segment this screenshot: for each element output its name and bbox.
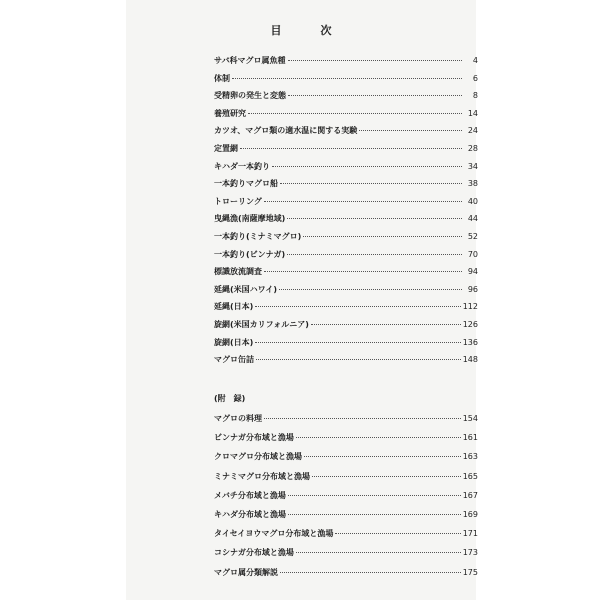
dot-leader	[248, 113, 462, 114]
dot-leader	[255, 306, 460, 307]
dot-leader	[296, 552, 461, 553]
dot-leader	[280, 572, 461, 573]
toc-entry-page: 14	[467, 108, 478, 118]
dot-leader	[280, 183, 462, 184]
toc-entry-page: 4	[472, 56, 478, 65]
toc-entry-label: ミナミマグロ分布域と漁場	[214, 471, 310, 481]
dot-leader	[304, 456, 461, 457]
toc-entry-page: 173	[462, 548, 478, 558]
toc-entry	[214, 529, 478, 539]
dot-leader	[311, 324, 461, 325]
toc-entry-label: クロマグロ分布域と漁場	[214, 452, 302, 462]
toc-entry-label: マグロ属分類解説	[214, 567, 278, 577]
dot-leader	[279, 289, 462, 290]
toc-entry-page: 112	[462, 302, 478, 312]
toc-entry	[214, 162, 478, 172]
toc-entry-page: 8	[472, 91, 478, 101]
toc-entry-page: 24	[467, 126, 478, 136]
toc-entry-label: トローリング	[214, 196, 262, 206]
dot-leader	[287, 254, 462, 255]
toc-entry-page: 52	[467, 232, 478, 241]
toc-entry-label: 一本釣り(ミナミマグロ)	[214, 232, 302, 241]
toc-entry	[214, 179, 478, 189]
toc-entry-label: 延縄(日本)	[214, 302, 254, 312]
dot-leader	[359, 130, 462, 131]
toc-entry	[214, 548, 478, 558]
toc-entry-page: 148	[462, 355, 478, 365]
toc-entry	[214, 91, 478, 101]
toc-entry	[214, 144, 478, 154]
toc-entry	[214, 491, 478, 501]
toc-entry-page: 28	[467, 144, 478, 153]
toc-entry	[214, 338, 478, 348]
toc-entry-label: 延縄(米国ハワイ)	[214, 284, 278, 294]
toc-entry-label: 養殖研究	[214, 108, 246, 118]
dot-leader	[303, 236, 462, 237]
toc-entry-page: 171	[462, 529, 478, 539]
toc-entry-label: メバチ分布域と漁場	[214, 490, 286, 500]
toc-entry-page: 38	[467, 179, 478, 189]
toc-entry-page: 40	[467, 196, 478, 206]
dot-leader	[288, 495, 461, 496]
toc-entry	[214, 126, 478, 136]
toc-entry-label: 体制	[214, 73, 230, 83]
toc-entry	[214, 214, 478, 224]
toc-entry	[214, 250, 478, 260]
toc-entry-label: 曳縄漁(南薩摩地域)	[214, 214, 286, 224]
toc-entry	[214, 452, 478, 462]
toc-entry-page: 96	[467, 284, 478, 294]
toc-entry	[214, 433, 478, 443]
dot-leader	[296, 437, 461, 438]
toc-entry-label: 受精卵の発生と変態	[214, 91, 286, 101]
toc-entry-label: タイセイヨウマグロ分布域と漁場	[214, 529, 334, 539]
toc-entry-label: マグロ缶詰	[214, 355, 254, 365]
toc-entry	[214, 414, 478, 424]
toc-entry	[214, 56, 478, 66]
dot-leader	[264, 418, 461, 419]
dot-leader	[288, 95, 462, 96]
toc-entry-page: 70	[467, 249, 478, 259]
dot-leader	[287, 218, 462, 219]
dot-leader	[264, 271, 462, 272]
toc-entry-label: サバ科マグロ属魚種	[214, 56, 286, 65]
toc-entry-page: 6	[472, 73, 478, 83]
toc-entry-label: 定置網	[214, 144, 238, 153]
toc-entry-page: 161	[462, 433, 478, 443]
dot-leader	[240, 148, 462, 149]
toc-entry-label: 旋網(日本)	[214, 337, 254, 347]
toc-entry	[214, 320, 478, 330]
toc-entry-page: 136	[462, 337, 478, 347]
toc-entry-page: 163	[462, 452, 478, 462]
book-page	[126, 0, 476, 600]
toc-entry	[214, 510, 478, 520]
toc-entry	[214, 472, 478, 482]
toc-entry-label: ビンナガ分布域と漁場	[214, 433, 294, 443]
toc-entry-label: キハダ分布域と漁場	[214, 510, 286, 519]
toc-entry	[214, 232, 478, 242]
toc-entry	[214, 302, 478, 312]
toc-entry-page: 154	[462, 414, 478, 423]
toc-entry-label: カツオ、マグロ類の適水温に関する実験	[214, 126, 358, 136]
dot-leader	[288, 60, 462, 61]
toc-entry	[214, 568, 478, 578]
toc-entry-label: 旋網(米国カリフォルニア)	[214, 320, 309, 329]
toc-entry-page: 94	[467, 267, 478, 277]
toc-entry-label: 一本釣りマグロ船	[214, 179, 278, 189]
toc-entry-page: 34	[467, 161, 478, 171]
dot-leader	[256, 359, 461, 360]
dot-leader	[335, 533, 460, 534]
toc-entry-page: 126	[462, 320, 478, 329]
toc-entry	[214, 355, 478, 365]
toc-heading: 目 次	[270, 24, 346, 37]
dot-leader	[255, 342, 460, 343]
dot-leader	[264, 201, 462, 202]
toc-entry-page: 169	[462, 510, 478, 519]
toc-entry-page: 44	[467, 214, 478, 224]
toc-entry-label: キハダ一本釣り	[214, 161, 270, 171]
appendix-heading: (附 録)	[214, 394, 246, 403]
toc-entry-label: 標識放流調査	[214, 267, 262, 277]
dot-leader	[272, 166, 462, 167]
toc-entry-label: マグロの料理	[214, 414, 262, 423]
toc-entry-page: 167	[462, 490, 478, 500]
toc-entry	[214, 74, 478, 84]
toc-entry	[214, 285, 478, 295]
toc-entry-page: 175	[462, 567, 478, 577]
dot-leader	[288, 514, 461, 515]
toc-entry	[214, 267, 478, 277]
toc-entry-page: 165	[462, 471, 478, 481]
dot-leader	[232, 78, 462, 79]
toc-entry-label: 一本釣り(ビンナガ)	[214, 249, 286, 259]
toc-entry	[214, 197, 478, 207]
toc-entry-label: コシナガ分布域と漁場	[214, 548, 294, 558]
toc-entry	[214, 109, 478, 119]
dot-leader	[312, 476, 461, 477]
